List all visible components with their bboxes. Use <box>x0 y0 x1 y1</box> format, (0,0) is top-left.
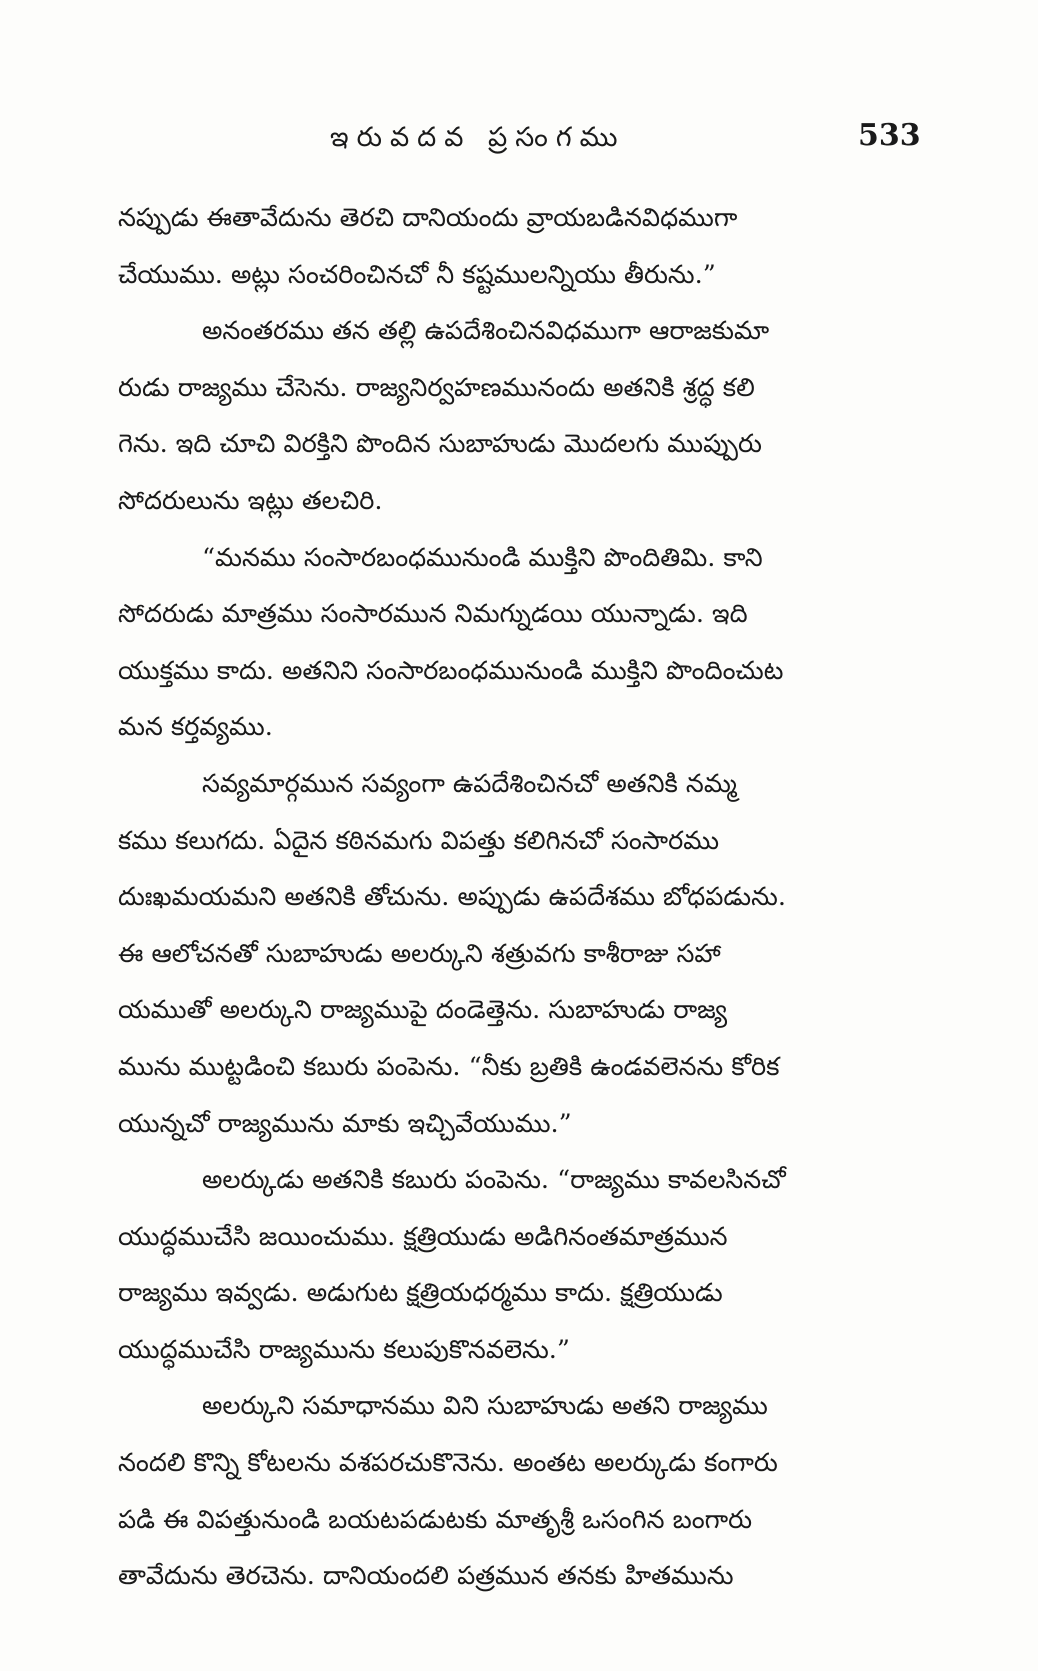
text-line: మన కర్తవ్యము. <box>118 712 273 743</box>
text-line: గెను. ఇది చూచి విరక్తిని పొందిన సుబాహుడు మొదలగు ముప్పురు <box>118 429 762 460</box>
text-line: సవ్యమార్గమున సవ్యంగా ఉపదేశించినచో అతనికి నమ్మ <box>202 768 737 799</box>
text-line: యుక్తము కాదు. అతనిని సంసారబంధమునుండి ముక్తిని పొందించుట <box>118 655 784 686</box>
text-line: యముతో అలర్కుని రాజ్యముపై దండెత్తెను. సుబాహుడు రాజ్య <box>118 995 727 1026</box>
text-line: రాజ్యము ఇవ్వడు. అడుగుట క్షత్రియధర్మము కాదు. క్షత్రియుడు <box>118 1278 723 1309</box>
text-line: దుఃఖమయమని అతనికి తోచును. అప్పుడు ఉపదేశము బోధపడును. <box>118 882 786 913</box>
text-line: “మనము సంసారబంధమునుండి ముక్తిని పొందితిమి. కాని <box>202 542 763 573</box>
body-text <box>118 190 918 1605</box>
text-line: అలర్కుడు అతనికి కబురు పంపెను. “రాజ్యము కావలసినచో <box>202 1165 786 1196</box>
text-line: అలర్కుని సమాధానము విని సుబాహుడు అతని రాజ్యము <box>202 1391 768 1422</box>
text-line: సోదరుడు మాత్రము సంసారమున నిమగ్నుడయి యున్నాడు. ఇది <box>118 599 748 630</box>
text-line: మును ముట్టడించి కబురు పంపెను. “నీకు బ్రతికి ఉండవలెనను కోరిక <box>118 1051 780 1082</box>
text-line: తావేదును తెరచెను. దానియందలి పత్రమున తనకు హితమును <box>118 1561 734 1592</box>
text-line: చేయుము. అట్లు సంచరించినచో నీ కష్టములన్నియు తీరును.” <box>118 259 716 290</box>
text-line: యున్నచో రాజ్యమును మాకు ఇచ్చివేయుము.” <box>118 1108 572 1139</box>
text-line: ఈ ఆలోచనతో సుబాహుడు అలర్కుని శత్రువగు కాశీరాజు సహా <box>118 938 721 969</box>
text-line: నప్పుడు ఈతావేదును తెరచి దానియందు వ్రాయబడినవిధముగా <box>118 203 738 233</box>
running-title: ఇరువదవ ప్రసంగము <box>330 122 626 153</box>
text-line: యుద్ధముచేసి రాజ్యమును కలుపుకొనవలెను.” <box>118 1334 570 1365</box>
text-line: యుద్ధముచేసి జయించుము. క్షత్రియుడు అడిగినంతమాత్రమున <box>118 1221 728 1252</box>
text-line: అనంతరము తన తల్లి ఉపదేశించినవిధముగా ఆరాజకుమా <box>202 316 770 347</box>
text-line: నందలి కొన్ని కోటలను వశపరచుకొనెను. అంతట అలర్కుడు కంగారు <box>118 1448 778 1479</box>
page-number: 533 <box>858 118 921 153</box>
text-line: కము కలుగదు. ఏదైన కఠినమగు విపత్తు కలిగినచో సంసారము <box>118 825 720 856</box>
text-line: పడి ఈ విపత్తునుండి బయటపడుటకు మాతృశ్రీ ఒసంగిన బంగారు <box>118 1504 753 1535</box>
text-line: సోదరులును ఇట్లు తలచిరి. <box>118 485 383 516</box>
text-line: రుడు రాజ్యము చేసెను. రాజ్యనిర్వహణమునందు అతనికి శ్రద్ధ కలి <box>118 372 755 403</box>
running-head <box>0 118 1038 162</box>
